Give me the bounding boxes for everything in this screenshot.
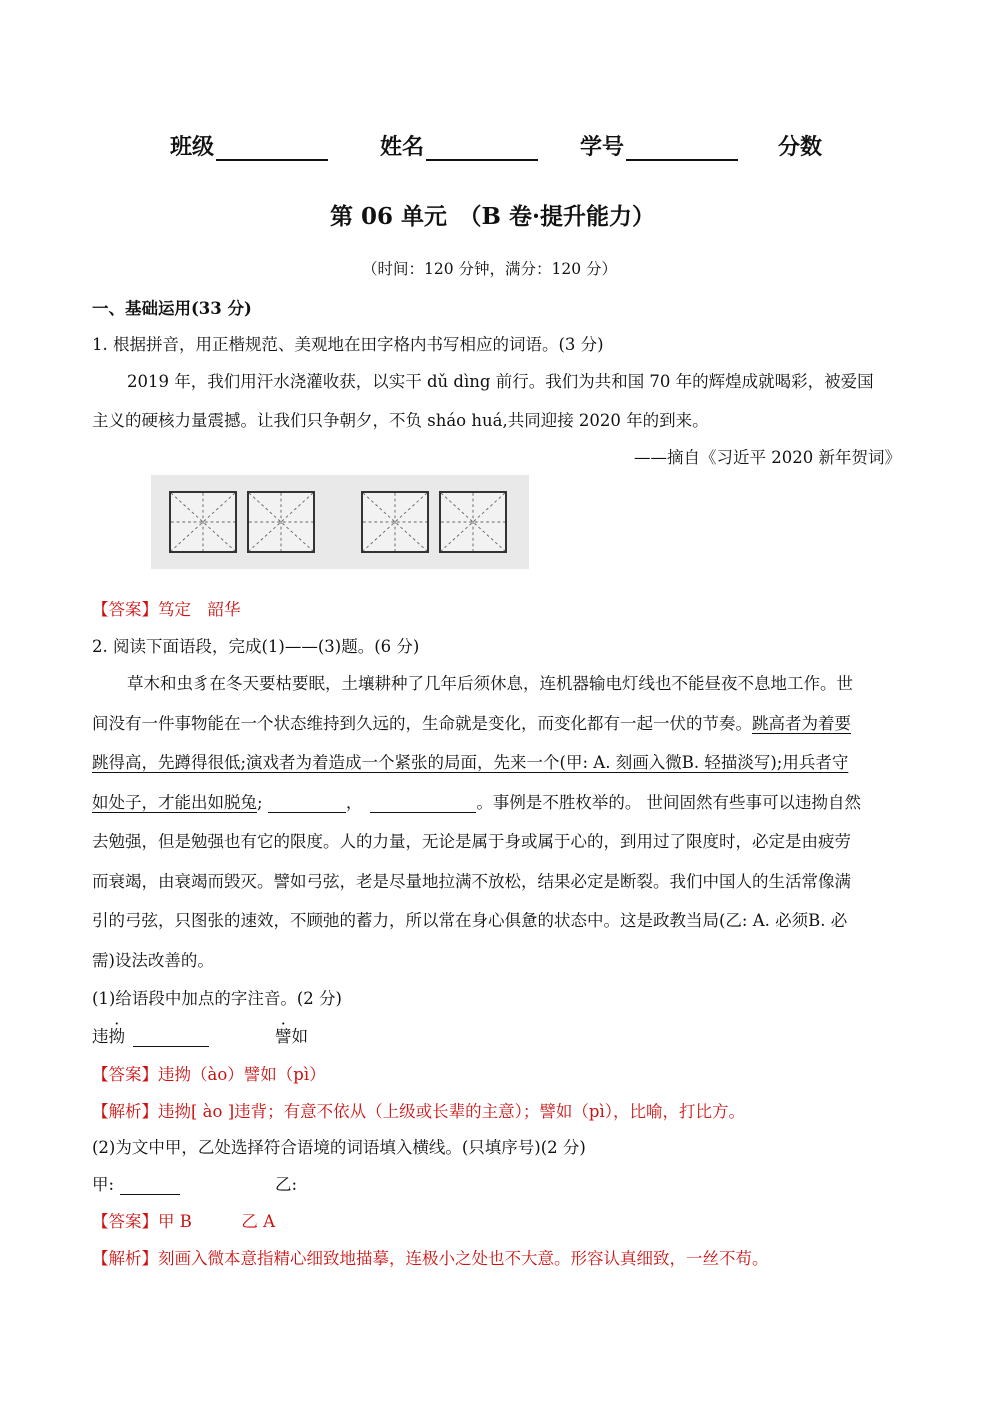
yi-label: 乙: (275, 1175, 298, 1194)
q2-yi-field (275, 1171, 297, 1195)
class-label: 班级 (170, 134, 215, 160)
score-label: 分数 (778, 134, 823, 160)
word1-char1: 违 (92, 1027, 109, 1046)
q2-line4-underlined: 如处子，才能出如脱兔 (92, 793, 257, 812)
q2-line4-text: 。事例是不胜枚举的。 世间固然有些事可以违拗自然 (476, 793, 862, 812)
q1-source: ——摘自《习近平 2020 新年贺词》 (634, 448, 901, 467)
name-label: 姓名 (380, 134, 425, 160)
id-label: 学号 (580, 134, 625, 160)
page-subtitle: （时间：120 分钟，满分：120 分） (362, 260, 618, 278)
q2-line5: 去勉强，但是勉强也有它的限度。人的力量，无论是属于身或属于心的，到用过了限度时，必定是由疲劳 (92, 832, 851, 851)
word2-char2: 如 (291, 1027, 308, 1046)
q2-line1: 草木和虫豸在冬天要枯要眠，土壤耕种了几年后须休息，连机器输电灯线也不能昼夜不息地工作。世 (127, 674, 853, 693)
q2-line2-text: 间没有一件事物能在一个状态维持到久远的，生命就是变化，而变化都有一起一伏的节奏。 (92, 714, 752, 733)
pinyin-blank-1[interactable] (133, 1028, 209, 1047)
id-field (580, 130, 738, 161)
jia-label: 甲: (92, 1175, 115, 1194)
answer-text: 甲 B 乙 A (158, 1212, 276, 1231)
fill-blank-2[interactable] (370, 794, 476, 813)
fill-blank-1[interactable] (268, 794, 346, 813)
score-field (778, 130, 822, 161)
section-heading: 一、基础运用(33 分) (92, 299, 252, 318)
q2-line4-sep: ; (257, 793, 268, 812)
q2-explanation1 (92, 1098, 745, 1122)
class-field (170, 130, 328, 161)
explanation-tag: 【解析】 (92, 1249, 158, 1268)
tianzige-cell[interactable] (247, 491, 315, 553)
q2-sub2-stem: (2)为文中甲，乙处选择符合语境的词语填入横线。(只填序号)(2 分) (92, 1138, 586, 1157)
answer-text: 笃定 韶华 (158, 600, 241, 619)
answer-tag: 【答案】 (92, 1065, 158, 1084)
q1-stem: 1. 根据拼音，用正楷规范、美观地在田字格内书写相应的词语。(3 分) (92, 335, 604, 354)
q2-answer1 (92, 1061, 326, 1085)
q2-line4-comma: ， (345, 793, 363, 812)
answer-tag: 【答案】 (92, 600, 158, 619)
q2-line4 (92, 789, 861, 813)
tianzige-grid (151, 475, 529, 569)
word1-dotted-char: 拗 (108, 1027, 125, 1046)
word2-dotted-char: 譬 (275, 1027, 292, 1046)
answer-text: 违拗（ào）譬如（pì） (158, 1065, 326, 1084)
page-title: 第 06 单元 （B 卷·提升能力） (330, 203, 655, 230)
q2-word2 (275, 1023, 308, 1047)
tianzige-cell[interactable] (439, 491, 507, 553)
answer-tag: 【答案】 (92, 1212, 158, 1231)
q2-line2 (92, 710, 851, 734)
id-blank[interactable] (626, 137, 738, 161)
q2-line2-underlined: 跳高者为着要 (752, 714, 851, 733)
class-blank[interactable] (216, 137, 328, 161)
q2-answer2 (92, 1208, 275, 1232)
q2-line6: 而衰竭，由衰竭而毁灭。譬如弓弦，老是尽量地拉满不放松，结果必定是断裂。我们中国人的生活常像满 (92, 872, 851, 891)
q2-sub1-stem: (1)给语段中加点的字注音。(2 分) (92, 989, 342, 1008)
name-blank[interactable] (426, 137, 538, 161)
q1-answer (92, 596, 241, 620)
q2-explanation2 (92, 1245, 769, 1269)
q2-line3: 跳得高，先蹲得很低;演戏者为着造成一个紧张的局面，先来一个(甲: A. 刻画入微B. 轻描淡写);用兵者守 (92, 753, 849, 772)
q2-word1 (92, 1023, 209, 1047)
q2-line7: 引的弓弦，只图张的速效，不顾弛的蓄力，所以常在身心俱惫的状态中。这是政教当局(乙: A. 必须B. 必 (92, 911, 848, 930)
q1-paragraph-line2: 主义的硬核力量震撼。让我们只争朝夕，不负 sháo huá,共同迎接 2020 年的到来。 (92, 411, 709, 430)
name-field (380, 130, 538, 161)
jia-blank[interactable] (120, 1176, 180, 1195)
q2-line8: 需)设法改善的。 (92, 951, 214, 970)
q2-stem: 2. 阅读下面语段，完成(1)——(3)题。(6 分) (92, 637, 420, 656)
tianzige-cell[interactable] (361, 491, 429, 553)
q2-jia-field (92, 1171, 180, 1195)
q1-paragraph-line1: 2019 年，我们用汗水浇灌收获，以实干 dǔ dìng 前行。我们为共和国 70 年的辉煌成就喝彩，被爱国 (127, 372, 874, 391)
explanation-tag: 【解析】 (92, 1102, 158, 1121)
explanation-text: 刻画入微本意指精心细致地描摹，连极小之处也不大意。形容认真细致，一丝不苟。 (158, 1249, 769, 1268)
explanation-text: 违拗[ ào ]违背；有意不依从（上级或长辈的主意）；譬如（pì），比喻，打比方。 (158, 1102, 745, 1121)
tianzige-cell[interactable] (169, 491, 237, 553)
